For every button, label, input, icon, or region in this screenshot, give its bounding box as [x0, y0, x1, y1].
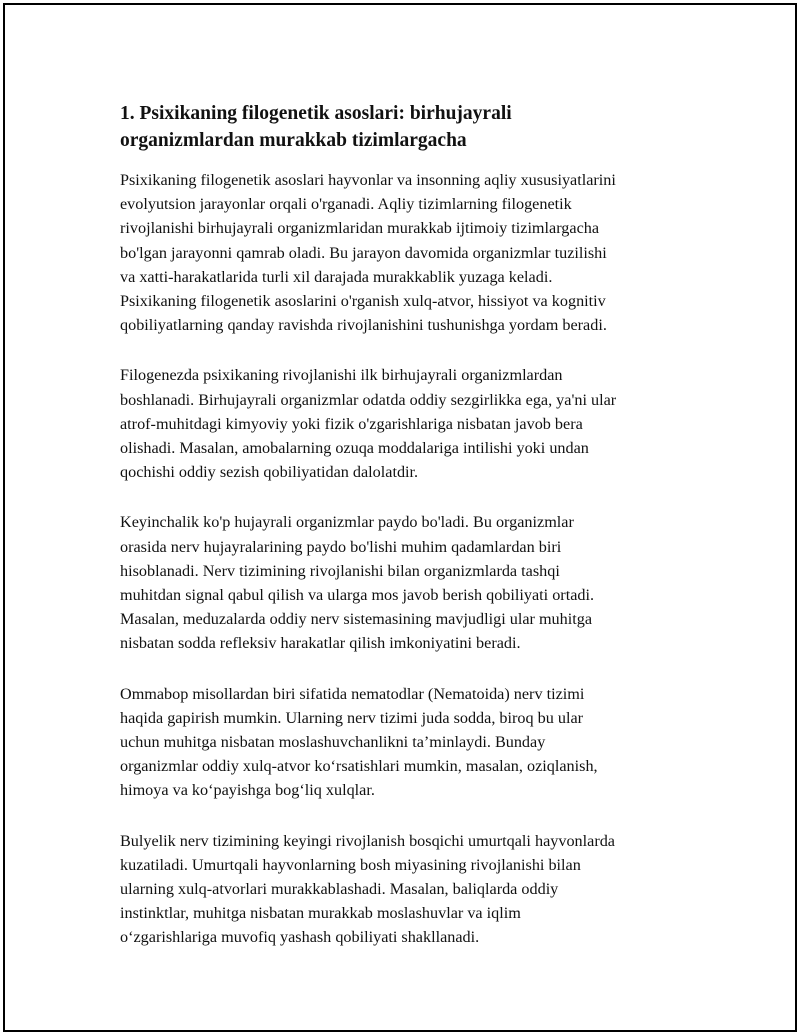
paragraph — [120, 682, 695, 803]
paragraph-line: hisoblanadi. Nerv tizimining rivojlanishi bilan organizmlarda tashqi — [120, 561, 560, 580]
paragraph — [120, 510, 695, 655]
paragraph-line: bo'lgan jarayonni qamrab oladi. Bu jarayon davomida organizmlar tuzilishi — [120, 243, 607, 262]
page-frame — [3, 3, 797, 1032]
paragraph-line: organizmlar oddiy xulq-atvor ko‘rsatishlari mumkin, masalan, oziqlanish, — [120, 757, 598, 776]
paragraph-line: o‘zgarishlariga muvofiq yashash qobiliyati shakllanadi. — [120, 928, 480, 947]
document-content — [120, 100, 695, 976]
paragraph-line: orasida nerv hujayralarining paydo bo'lishi muhim qadamlardan biri — [120, 537, 562, 556]
paragraph-line: Ommabop misollardan biri sifatida nematodlar (Nematoida) nerv tizimi — [120, 684, 585, 703]
section-title — [120, 100, 695, 154]
paragraph-line: evolyutsion jarayonlar orqali o'rganadi. Aqliy tizimlarning filogenetik — [120, 195, 572, 214]
paragraph-line: himoya va ko‘payishga bog‘liq xulqlar. — [120, 781, 375, 800]
paragraph — [120, 363, 695, 484]
paragraph-line: atrof-muhitdagi kimyoviy yoki fizik o'zgarishlariga nisbatan javob bera — [120, 414, 583, 433]
paragraph-line: Psixikaning filogenetik asoslarini o'rganish xulq-atvor, hissiyot va kognitiv — [120, 292, 606, 311]
paragraph-line: muhitdan signal qabul qilish va ularga mos javob berish qobiliyati ortadi. — [120, 586, 595, 605]
paragraph-line: haqida gapirish mumkin. Ularning nerv tizimi juda sodda, biroq bu ular — [120, 708, 584, 727]
paragraph-line: Psixikaning filogenetik asoslari hayvonlar va insonning aqliy xususiyatlarini — [120, 171, 616, 189]
paragraph-line: qochishi oddiy sezish qobiliyatidan dalolatdir. — [120, 463, 419, 482]
paragraph-line: olishadi. Masalan, amobalarning ozuqa moddalariga intilishi yoki undan — [120, 439, 589, 458]
paragraph — [120, 829, 695, 950]
paragraph-line: Bulyelik nerv tizimining keyingi rivojlanish bosqichi umurtqali hayvonlarda — [120, 831, 615, 850]
section-title-line: 1. Psixikaning filogenetik asoslari: birhujayrali — [120, 103, 512, 124]
paragraph-line: va xatti-harakatlarida turli xil darajada murakkablik yuzaga keladi. — [120, 267, 553, 286]
paragraph-line: instinktlar, muhitga nisbatan murakkab moslashuvlar va iqlim — [120, 904, 521, 923]
paragraph-line: Masalan, meduzalarda oddiy nerv sistemasining mavjudligi ular muhitga — [120, 610, 593, 629]
paragraph-line: Filogenezda psixikaning rivojlanishi ilk birhujayrali organizmlardan — [120, 366, 563, 385]
paragraph-line: rivojlanishi birhujayrali organizmlaridan murakkab ijtimoiy tizimlargacha — [120, 219, 600, 238]
paragraph-line: kuzatiladi. Umurtqali hayvonlarning bosh miyasining rivojlanishi bilan — [120, 855, 581, 874]
section-title-line: organizmlardan murakkab tizimlargacha — [120, 130, 467, 151]
paragraph-line: nisbatan sodda refleksiv harakatlar qilish imkoniyatini beradi. — [120, 634, 521, 653]
paragraph-line: ularning xulq-atvorlari murakkablashadi. Masalan, baliqlarda oddiy — [120, 880, 559, 899]
paragraph-line: uchun muhitga nisbatan moslashuvchanlikni ta’minlaydi. Bunday — [120, 733, 546, 752]
paragraph-line: qobiliyatlarning qanday ravishda rivojlanishini tushunishga yordam beradi. — [120, 316, 607, 335]
paragraph-line: boshlanadi. Birhujayrali organizmlar odatda oddiy sezgirlikka ega, ya'ni ular — [120, 390, 617, 409]
paragraph — [120, 168, 695, 337]
paragraph-line: Keyinchalik ko'p hujayrali organizmlar paydo bo'ladi. Bu organizmlar — [120, 513, 574, 532]
